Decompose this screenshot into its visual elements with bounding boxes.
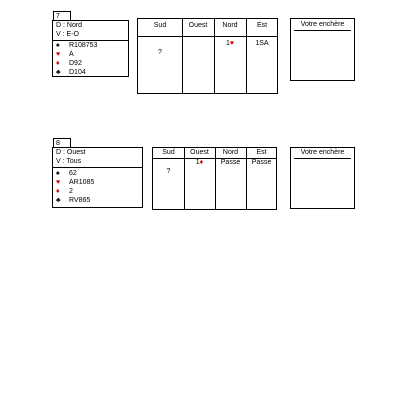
club-icon: ♣ (56, 197, 61, 204)
header-sud: Sud (162, 149, 175, 156)
header-nord: Nord (222, 149, 239, 156)
bid-cell-est: 1SA (255, 40, 269, 47)
hand-divider (53, 167, 142, 168)
header-ouest: Ouest (190, 149, 209, 156)
bid-cell-nord: Passe (220, 159, 241, 166)
bid-cell-sud: ? (158, 49, 162, 56)
spade-icon: ♠ (56, 42, 60, 49)
hand-box (52, 20, 129, 77)
your-bid-label: Votre enchère (300, 149, 345, 156)
bid-cell-sud: ? (166, 168, 171, 175)
hand-cards: D104 (69, 69, 86, 76)
hand-row-clubs (56, 68, 86, 77)
hand-row-clubs (56, 196, 90, 205)
hand-cards: A (69, 51, 74, 58)
bid-level: 1 (195, 159, 200, 166)
header-est: Est (256, 149, 267, 156)
hand-row-diamonds (56, 187, 73, 196)
vulnerability-label: V : E-O (56, 31, 79, 38)
diamond-icon: ♦ (199, 159, 204, 166)
bid-level: 1 (225, 40, 230, 47)
club-icon: ♣ (56, 69, 61, 76)
hand-row-hearts (56, 50, 74, 59)
deal-number-text: 7 (56, 13, 60, 20)
header-sud: Sud (153, 22, 167, 29)
bid-cell-ouest (184, 158, 215, 168)
your-bid-label: Votre enchère (300, 21, 345, 28)
header-est: Est (256, 22, 268, 29)
heart-icon: ♥ (56, 179, 61, 186)
diamond-icon: ♦ (56, 188, 60, 195)
hand-cards: 2 (69, 188, 73, 195)
dealer-label: D : Nord (56, 22, 83, 29)
spade-icon: ♠ (56, 170, 60, 177)
bidding-table (152, 147, 277, 210)
your-bid-box[interactable] (290, 18, 355, 81)
bid-cell-nord (214, 39, 246, 49)
hand-box (52, 147, 143, 208)
hand-cards: RV865 (69, 197, 91, 204)
hand-row-spades (56, 41, 97, 50)
header-divider (138, 36, 277, 37)
hand-cards: R108753 (69, 42, 98, 49)
hand-row-diamonds (56, 59, 82, 68)
hand-cards: D92 (69, 60, 82, 67)
your-bid-underline (294, 158, 351, 159)
your-bid-underline (294, 30, 351, 31)
header-ouest: Ouest (188, 22, 208, 29)
your-bid-box[interactable] (290, 147, 355, 209)
hand-row-hearts (56, 178, 94, 187)
vulnerability-label: V : Tous (56, 158, 82, 165)
header-nord: Nord (222, 22, 238, 29)
heart-icon: ♥ (229, 40, 235, 47)
hand-row-spades (56, 169, 77, 178)
hand-cards: AR1085 (69, 179, 95, 186)
heart-icon: ♥ (56, 51, 61, 58)
dealer-label: D : Ouest (56, 149, 86, 156)
bid-cell-est: Passe (251, 159, 272, 166)
hand-cards: 62 (69, 170, 77, 177)
bidding-table (137, 18, 278, 94)
deal-number-text: 8 (56, 140, 60, 147)
diamond-icon: ♦ (56, 60, 60, 67)
